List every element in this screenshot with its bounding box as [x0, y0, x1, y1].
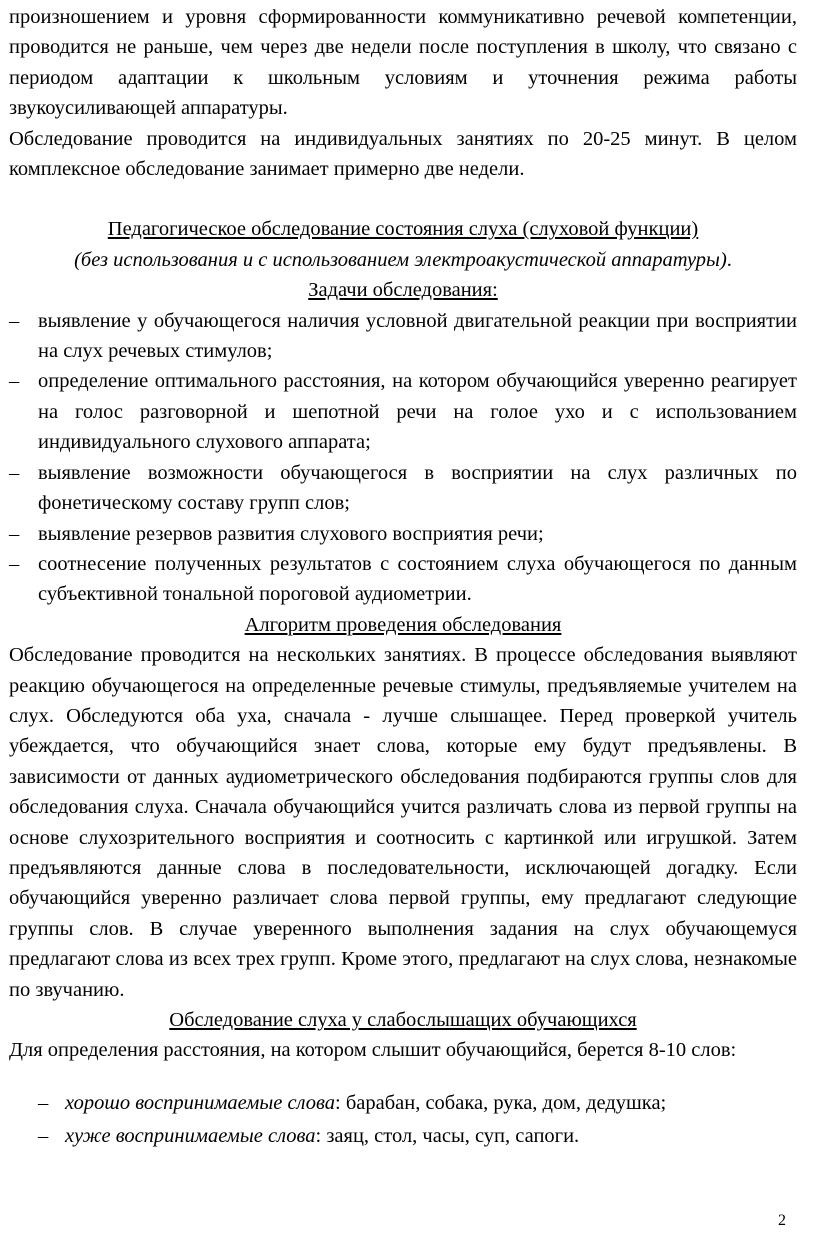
word-group-item	[9, 1088, 797, 1118]
word-group-label: хуже воспринимаемые слова	[65, 1125, 316, 1148]
list-item	[9, 519, 797, 549]
word-group-words: : барабан, собака, рука, дом, дедушка;	[335, 1091, 667, 1114]
list-item-text: определение оптимального расстояния, на котором обучающийся уверенно реагирует на голос разговорной и шепотной речи на голое ухо и с использованием индивидуального слухового аппарата;	[38, 370, 797, 454]
intro-paragraph-2: Обследование проводится на индивидуальных занятиях по 20-25 минут. В целом комплексное обследование занимает примерно две недели.	[9, 127, 797, 181]
word-group-words: : заяц, стол, часы, суп, сапоги.	[315, 1125, 580, 1148]
dash-bullet: –	[38, 1125, 49, 1148]
dash-bullet: –	[38, 1091, 49, 1114]
algorithm-paragraph: Обследование проводится на нескольких занятиях. В процессе обследования выявляют реакцию обучающегося на определенные речевые стимулы, предъявляемые учителем на слух. Обследуются оба уха, сначала - лучше слышащее. Перед проверкой учитель убеждается, что обучающийся знает слова, которые ему будут предъявлены. В зависимости от данных аудиометрического обследования подбираются группы слов для обследования слуха. Сначала обучающийся учится различать слова из первой группы на основе слухозрительного восприятия и соотносить с картинкой или игрушкой. Затем предъявляются данные слова в последовательности, исключающей догадку. Если обучающийся уверенно различает слова первой группы, ему предлагают следующие группы слов. В случае уверенного выполнения задания на слух обучающемуся предлагают слова из всех трех групп. Кроме этого, предлагают на слух слова, незнакомые по звучанию.	[9, 644, 797, 1001]
list-gap	[9, 1066, 797, 1088]
document-page	[9, 2, 797, 1155]
dash-bullet: –	[9, 370, 20, 393]
algorithm-heading: Алгоритм проведения обследования	[244, 613, 562, 636]
list-item-text: выявление резервов развития слухового восприятия речи;	[38, 522, 544, 545]
word-group-item	[9, 1121, 797, 1151]
list-item-text: выявление у обучающегося наличия условной двигательной реакции при восприятии на слух речевых стимулов;	[38, 309, 797, 363]
list-item	[9, 366, 797, 457]
hard-of-hearing-heading: Обследование слуха у слабослышащих обучающихся	[169, 1009, 637, 1031]
list-item-text: соотнесение полученных результатов с состоянием слуха обучающегося по данным субъективной тональной пороговой аудиометрии.	[38, 552, 797, 606]
tasks-heading: Задачи обследования:	[308, 279, 498, 302]
dash-bullet: –	[9, 309, 20, 332]
section-subheading-apparatus	[9, 245, 797, 275]
subheading-period: .	[726, 248, 732, 271]
distance-paragraph: Для определения расстояния, на котором слышит обучающийся, берется 8-10 слов:	[9, 1039, 737, 1062]
list-item	[9, 306, 797, 367]
list-item	[9, 549, 797, 610]
intro-paragraph-1: произношением и уровня сформированности коммуникативно речевой компетенции, проводится не раньше, чем через две недели после поступления в школу, что связано с периодом адаптации к школьным условиям и уточнения режима работы звукоусиливающей аппаратуры.	[9, 6, 797, 120]
word-groups-list	[9, 1088, 797, 1152]
tasks-list	[9, 306, 797, 610]
word-group-label: хорошо воспринимаемые слова	[65, 1091, 335, 1114]
dash-bullet: –	[9, 552, 20, 575]
dash-bullet: –	[9, 522, 20, 545]
section-heading-hearing-examination: Педагогическое обследование состояния слуха (слуховой функции)	[107, 218, 699, 241]
dash-bullet: –	[9, 461, 20, 484]
section-gap	[9, 184, 797, 214]
page-number: 2	[778, 1212, 786, 1229]
list-item-text: выявление возможности обучающегося в восприятии на слух различных по фонетическому составу групп слов;	[38, 461, 797, 515]
list-item	[9, 458, 797, 519]
subheading-text: (без использования и с использованием электроакустической аппаратуры)	[74, 248, 727, 271]
